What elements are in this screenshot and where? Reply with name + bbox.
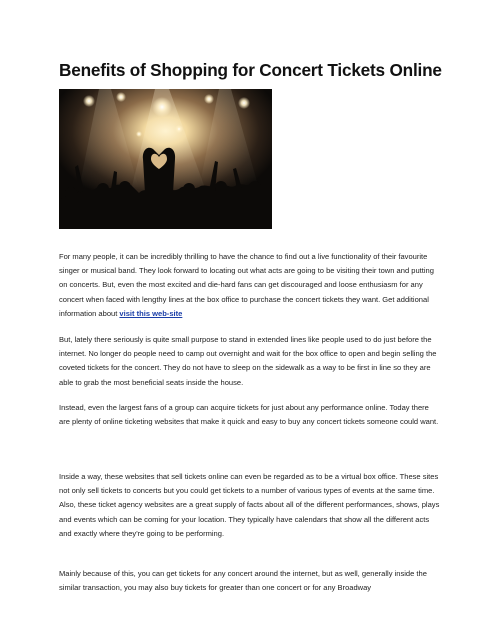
paragraph-1: [59, 250, 441, 321]
paragraph-1-text: For many people, it can be incredibly thrilling to have the chance to find out a live functionality of their favourite singer or musical band. They look forward to locating out what acts are going to be visiting their town and putting on concerts. But, even the most excited and die-hard fans can get discouraged and loose enthusiasm for any concert when faced with lengthy lines at the box office to purchase the concert tickets they want. Get additional information about: [59, 252, 434, 318]
document-title: Benefits of Shopping for Concert Tickets Online: [59, 60, 442, 80]
visit-web-site-link[interactable]: visit this web-site: [119, 308, 183, 318]
concert-crowd-image: [59, 89, 272, 229]
concert-photo: [59, 89, 272, 229]
paragraph-5: Mainly because of this, you can get tickets for any concert around the internet, but as well, generally inside the similar transaction, you may also buy tickets for greater than one concert or for any Broadway: [59, 569, 427, 593]
paragraph-4: Inside a way, these websites that sell tickets online can even be regarded as to be a virtual box office. These sites not only sell tickets to concerts but you could get tickets to a number of various types of events at the same time. Also, these ticket agency websites are a great supply of facts about all of the different performances, shows, plays and events which can be coming for your location. They typically have calendars that show all the different acts and exactly where they're going to be performing.: [59, 472, 440, 538]
paragraph-2: But, lately there seriously is quite small purpose to stand in extended lines like people used to do just before the internet. No longer do people need to camp out overnight and wait for the box office to open and begin selling the coveted tickets for the concert. They do not have to sleep on the sidewalk as a way to be first in line so they are able to grab the most beneficial seats inside the house.: [59, 335, 437, 387]
paragraph-3: Instead, even the largest fans of a group can acquire tickets for just about any performance online. Today there are plenty of online ticketing websites that make it quick and easy to buy any concert tickets someone could want.: [59, 403, 439, 427]
